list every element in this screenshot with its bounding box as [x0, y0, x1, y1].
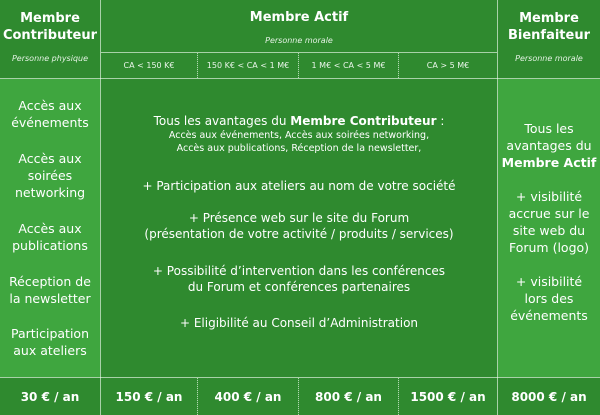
benefit-networking-line3: networking: [14, 185, 86, 200]
actif-title: Membre Actif: [249, 10, 349, 25]
bienfaiteur-benefits: [498, 79, 600, 377]
divider: [100, 0, 101, 415]
contributeur-benefits: [0, 79, 100, 377]
contributeur-subtitle: Personne physique: [11, 54, 89, 63]
price-actif-1: 150 € / an: [101, 378, 197, 415]
actif-plus-conferences-line1: + Possibilité d’intervention dans les conférences: [152, 264, 446, 278]
price-contributeur: 30 € / an: [0, 378, 100, 415]
ca-range-2: 150 K€ < CA < 1 M€: [198, 53, 298, 78]
actif-intro-suffix: :: [436, 114, 445, 128]
bienfaiteur-plus-web-line3: site web du: [512, 223, 586, 238]
benefit-events-line2: événements: [11, 115, 89, 130]
divider: [197, 53, 198, 78]
benefit-networking-line2: soirées: [27, 168, 73, 183]
price-actif-3: 800 € / an: [299, 378, 398, 415]
divider: [497, 0, 498, 415]
bienfaiteur-plus-events: [498, 273, 600, 324]
benefit-publications-line2: publications: [12, 238, 88, 253]
benefit-publications-line1: Accès aux: [18, 221, 82, 236]
bienfaiteur-plus-web-line4: Forum (logo): [508, 240, 590, 255]
header-contributeur: [0, 0, 100, 78]
bienfaiteur-plus-events-line3: événements: [510, 308, 588, 323]
divider: [398, 53, 399, 78]
ca-range-4: CA > 5 M€: [399, 53, 497, 78]
actif-plus-conferences: [101, 263, 497, 295]
bienfaiteur-title-line2: Bienfaiteur: [507, 28, 591, 43]
benefit-networking-line1: Accès aux: [18, 151, 82, 166]
bienfaiteur-plus-web-line1: + visibilité: [515, 189, 583, 204]
divider: [0, 377, 600, 378]
benefit-ateliers-line1: Participation: [10, 326, 90, 341]
benefit-newsletter: [0, 273, 100, 307]
divider: [298, 378, 299, 415]
benefit-events-line1: Accès aux: [18, 98, 82, 113]
actif-intro-detail: [101, 129, 497, 155]
bienfaiteur-intro-line2: avantages du: [506, 138, 592, 153]
divider: [298, 53, 299, 78]
benefit-newsletter-line2: la newsletter: [9, 291, 91, 306]
actif-plus-conferences-line2: du Forum et conférences partenaires: [187, 280, 411, 294]
contributeur-title-line2: Contributeur: [2, 28, 98, 43]
header-bienfaiteur: [498, 0, 600, 78]
ca-range-1: CA < 150 K€: [101, 53, 197, 78]
bienfaiteur-title-line1: Membre: [519, 11, 579, 26]
benefit-networking: [0, 150, 100, 201]
benefit-newsletter-line1: Réception de: [9, 274, 91, 289]
contributeur-title: [0, 10, 100, 44]
benefit-events: [0, 97, 100, 131]
bienfaiteur-intro-bold: Membre Actif: [501, 155, 597, 170]
price-actif-4: 1500 € / an: [399, 378, 497, 415]
actif-plus-web-line1: + Présence web sur le site du Forum: [188, 211, 410, 225]
header-actif: [101, 0, 497, 52]
actif-plus-web-line2: (présentation de votre activité / produits / services): [144, 227, 454, 241]
divider: [197, 378, 198, 415]
benefit-publications: [0, 220, 100, 254]
price-actif-2: 400 € / an: [198, 378, 298, 415]
bienfaiteur-plus-web-line2: accrue sur le: [508, 206, 590, 221]
benefit-ateliers: [0, 325, 100, 359]
actif-detail-line2: Accès aux publications, Réception de la newsletter,: [176, 143, 422, 154]
actif-intro-prefix: Tous les avantages du: [153, 114, 291, 128]
price-bienfaiteur: 8000 € / an: [498, 378, 600, 415]
bienfaiteur-subtitle: Personne morale: [515, 54, 583, 63]
actif-benefits: [101, 79, 497, 377]
actif-intro-bold: Membre Contributeur: [290, 114, 437, 128]
actif-subtitle: Personne morale: [265, 36, 333, 45]
actif-detail-line1: Accès aux événements, Accès aux soirées networking,: [168, 130, 430, 141]
contributeur-title-line1: Membre: [20, 11, 80, 26]
ca-range-3: 1 M€ < CA < 5 M€: [299, 53, 398, 78]
divider: [398, 378, 399, 415]
benefit-ateliers-line2: aux ateliers: [13, 343, 87, 358]
bienfaiteur-title: [498, 10, 600, 44]
actif-plus-conseil: + Eligibilité au Conseil d’Administration: [179, 316, 419, 330]
bienfaiteur-plus-web: [498, 188, 600, 256]
actif-plus-web: [101, 210, 497, 242]
divider: [0, 78, 600, 79]
actif-intro: [101, 113, 497, 129]
divider: [101, 52, 497, 53]
bienfaiteur-intro: [498, 120, 600, 171]
bienfaiteur-intro-line1: Tous les: [524, 121, 574, 136]
bienfaiteur-plus-events-line1: + visibilité: [515, 274, 583, 289]
bienfaiteur-plus-events-line2: lors des: [524, 291, 574, 306]
actif-plus-ateliers: + Participation aux ateliers au nom de votre société: [142, 179, 456, 193]
